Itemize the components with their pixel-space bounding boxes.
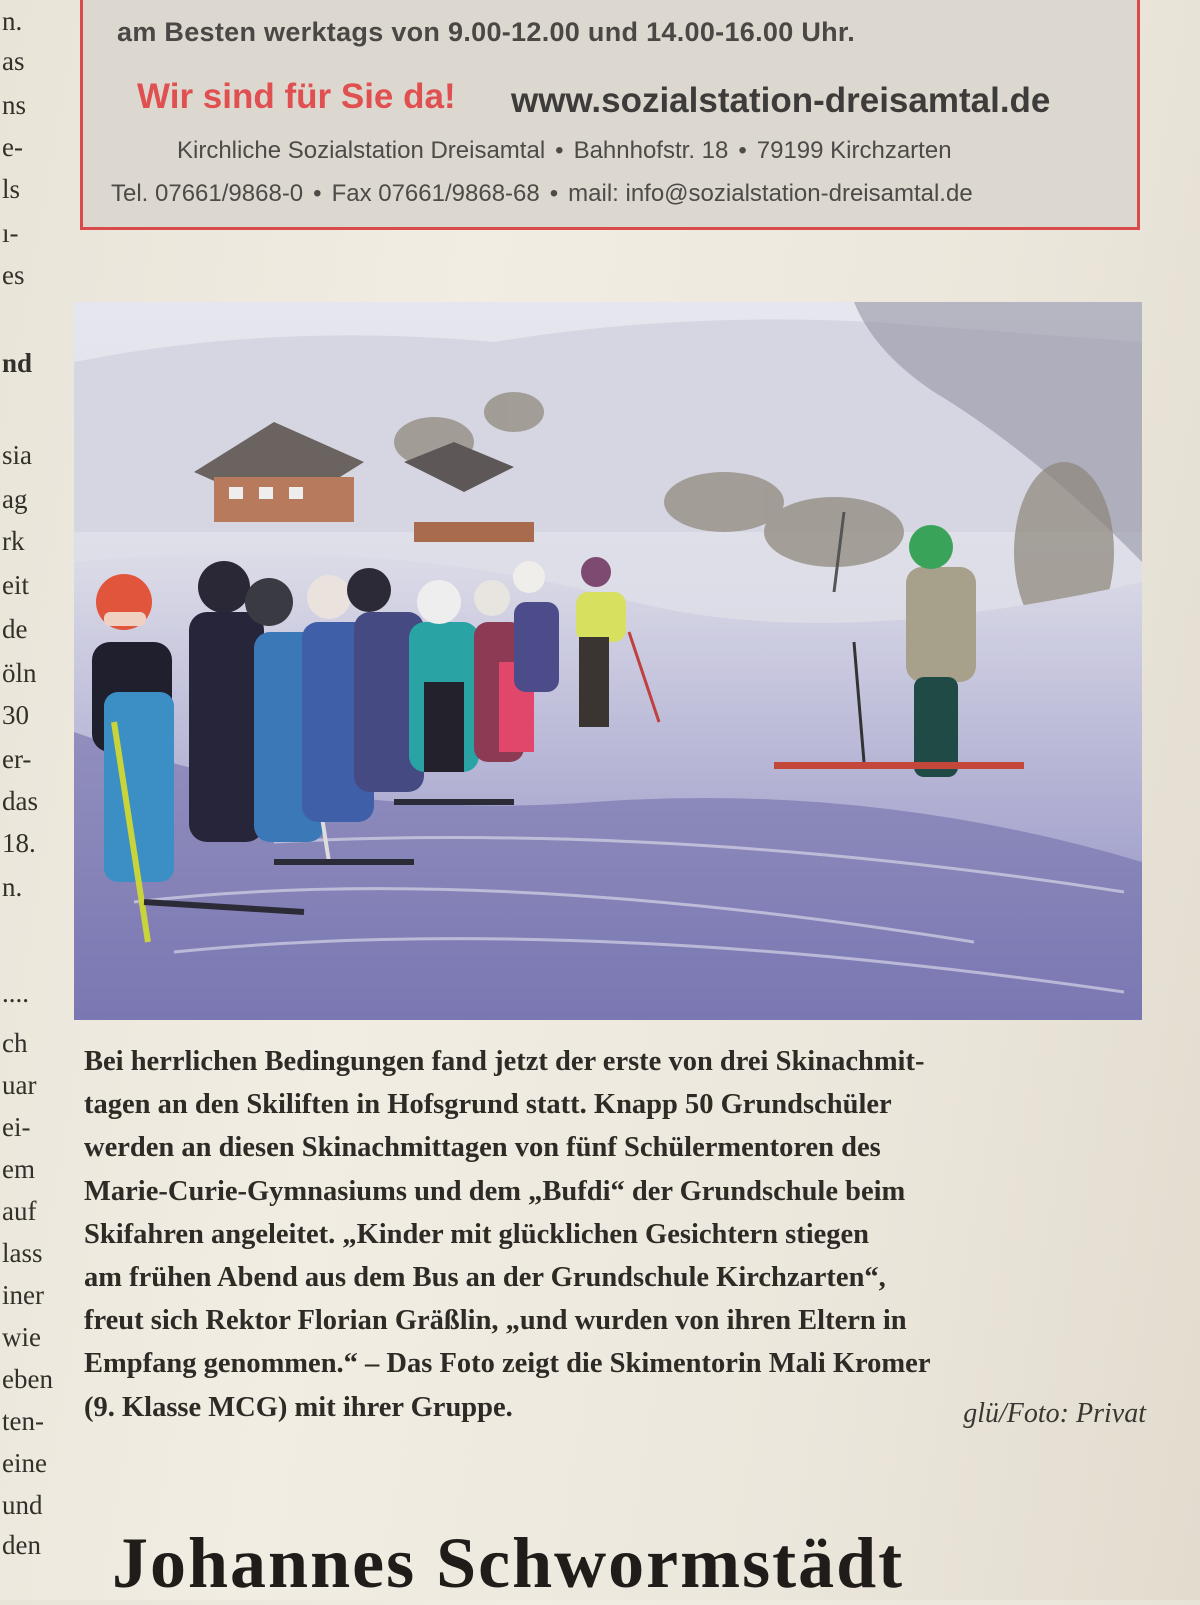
caption-line: Skifahren angeleitet. „Kinder mit glücklichen Gesichtern stiegen [84, 1218, 870, 1250]
caption-line: Empfang genommen.“ – Das Foto zeigt die Skimentorin Mali Kromer [84, 1348, 931, 1380]
caption-line: am frühen Abend aus dem Bus an der Grundschule Kirchzarten“, [84, 1262, 886, 1294]
left-column-fragment: ch [2, 1028, 28, 1058]
caption-line: Marie-Curie-Gymnasiums und dem „Bufdi“ der Grundschule beim [84, 1175, 906, 1207]
left-column-fragment: ei- [2, 1112, 31, 1142]
left-column-fragment: e- [2, 132, 23, 162]
left-column-fragment: öln [2, 658, 37, 688]
ad-separator: • [738, 137, 747, 164]
left-column-fragment: das [2, 786, 38, 816]
left-column-fragment: iner [2, 1280, 44, 1310]
left-column-fragment: ag [2, 484, 28, 514]
left-column-fragment: ls [2, 174, 21, 204]
caption-line: Bei herrlichen Bedingungen fand jetzt der erste von drei Skinachmit- [84, 1046, 925, 1077]
left-column-fragment: 30 [2, 700, 29, 730]
left-column-fragment: ten- [2, 1406, 44, 1436]
left-column-fragment: ns [2, 90, 27, 120]
next-article-headline: Johannes Schwormstädt [112, 1523, 905, 1603]
left-column-fragment: ı- [2, 218, 19, 248]
left-column-fragments [0, 0, 62, 1600]
ad-fax: Fax 07661/9868-68 [331, 180, 540, 207]
left-column-fragment: wie [2, 1322, 41, 1352]
ski-group-photo [74, 302, 1142, 1020]
caption-line: freut sich Rektor Florian Gräßlin, „und wurden von ihren Eltern in [84, 1305, 907, 1337]
ski-photo-illustration [74, 302, 1142, 1020]
left-column-fragment: rk [2, 526, 25, 556]
caption-line: (9. Klasse MCG) mit ihrer Gruppe. [84, 1391, 513, 1423]
photo-caption [84, 1040, 1144, 1429]
left-column-fragment: es [2, 260, 25, 290]
left-column-fragment: nd [2, 348, 33, 378]
left-column-fragment: de [2, 614, 28, 644]
left-column-fragment: as [2, 46, 25, 76]
ad-separator: • [555, 137, 564, 164]
left-column-fragment: er- [2, 744, 32, 774]
ad-phone: Tel. 07661/9868-0 [111, 180, 304, 207]
ad-address-city: 79199 Kirchzarten [756, 137, 952, 164]
left-column-fragment: lass [2, 1238, 43, 1268]
ad-separator: • [313, 180, 322, 207]
ad-address-street: Bahnhofstr. 18 [573, 137, 729, 164]
left-column-fragment: eben [2, 1364, 53, 1394]
caption-line: tagen an den Skiliften in Hofsgrund statt. Knapp 50 Grundschüler [84, 1089, 892, 1121]
left-column-fragment: sia [2, 440, 32, 470]
left-column-fragment: den [2, 1530, 41, 1560]
caption-line: werden an diesen Skinachmittagen von fünf Schülermentoren des [84, 1132, 881, 1164]
ad-website-link[interactable]: www.sozialstation-dreisamtal.de [511, 81, 1051, 120]
left-column-fragment: eine [2, 1448, 47, 1478]
left-column-fragment: .... [2, 978, 29, 1008]
photo-credit: glü/Foto: Privat [963, 1398, 1146, 1429]
left-column-fragment: n. [2, 872, 23, 902]
advertisement-box [80, 0, 1140, 230]
left-column-fragment: eit [2, 570, 29, 600]
ad-contact [111, 180, 973, 208]
ad-address [177, 137, 952, 165]
ad-address-org: Kirchliche Sozialstation Dreisamtal [177, 137, 546, 164]
left-column-fragment: uar [2, 1070, 37, 1100]
ad-email-link[interactable]: mail: info@sozialstation-dreisamtal.de [568, 180, 973, 207]
left-column-fragment: 18. [2, 828, 36, 858]
ad-slogan: Wir sind für Sie da! [137, 77, 456, 116]
ad-office-hours: am Besten werktags von 9.00-12.00 und 14.00-16.00 Uhr. [117, 17, 856, 47]
left-column-fragment: em [2, 1154, 35, 1184]
ad-separator: • [549, 180, 559, 207]
left-column-fragment: auf [2, 1196, 37, 1226]
left-column-fragment: und [2, 1490, 43, 1520]
left-column-fragment: n. [2, 6, 23, 36]
